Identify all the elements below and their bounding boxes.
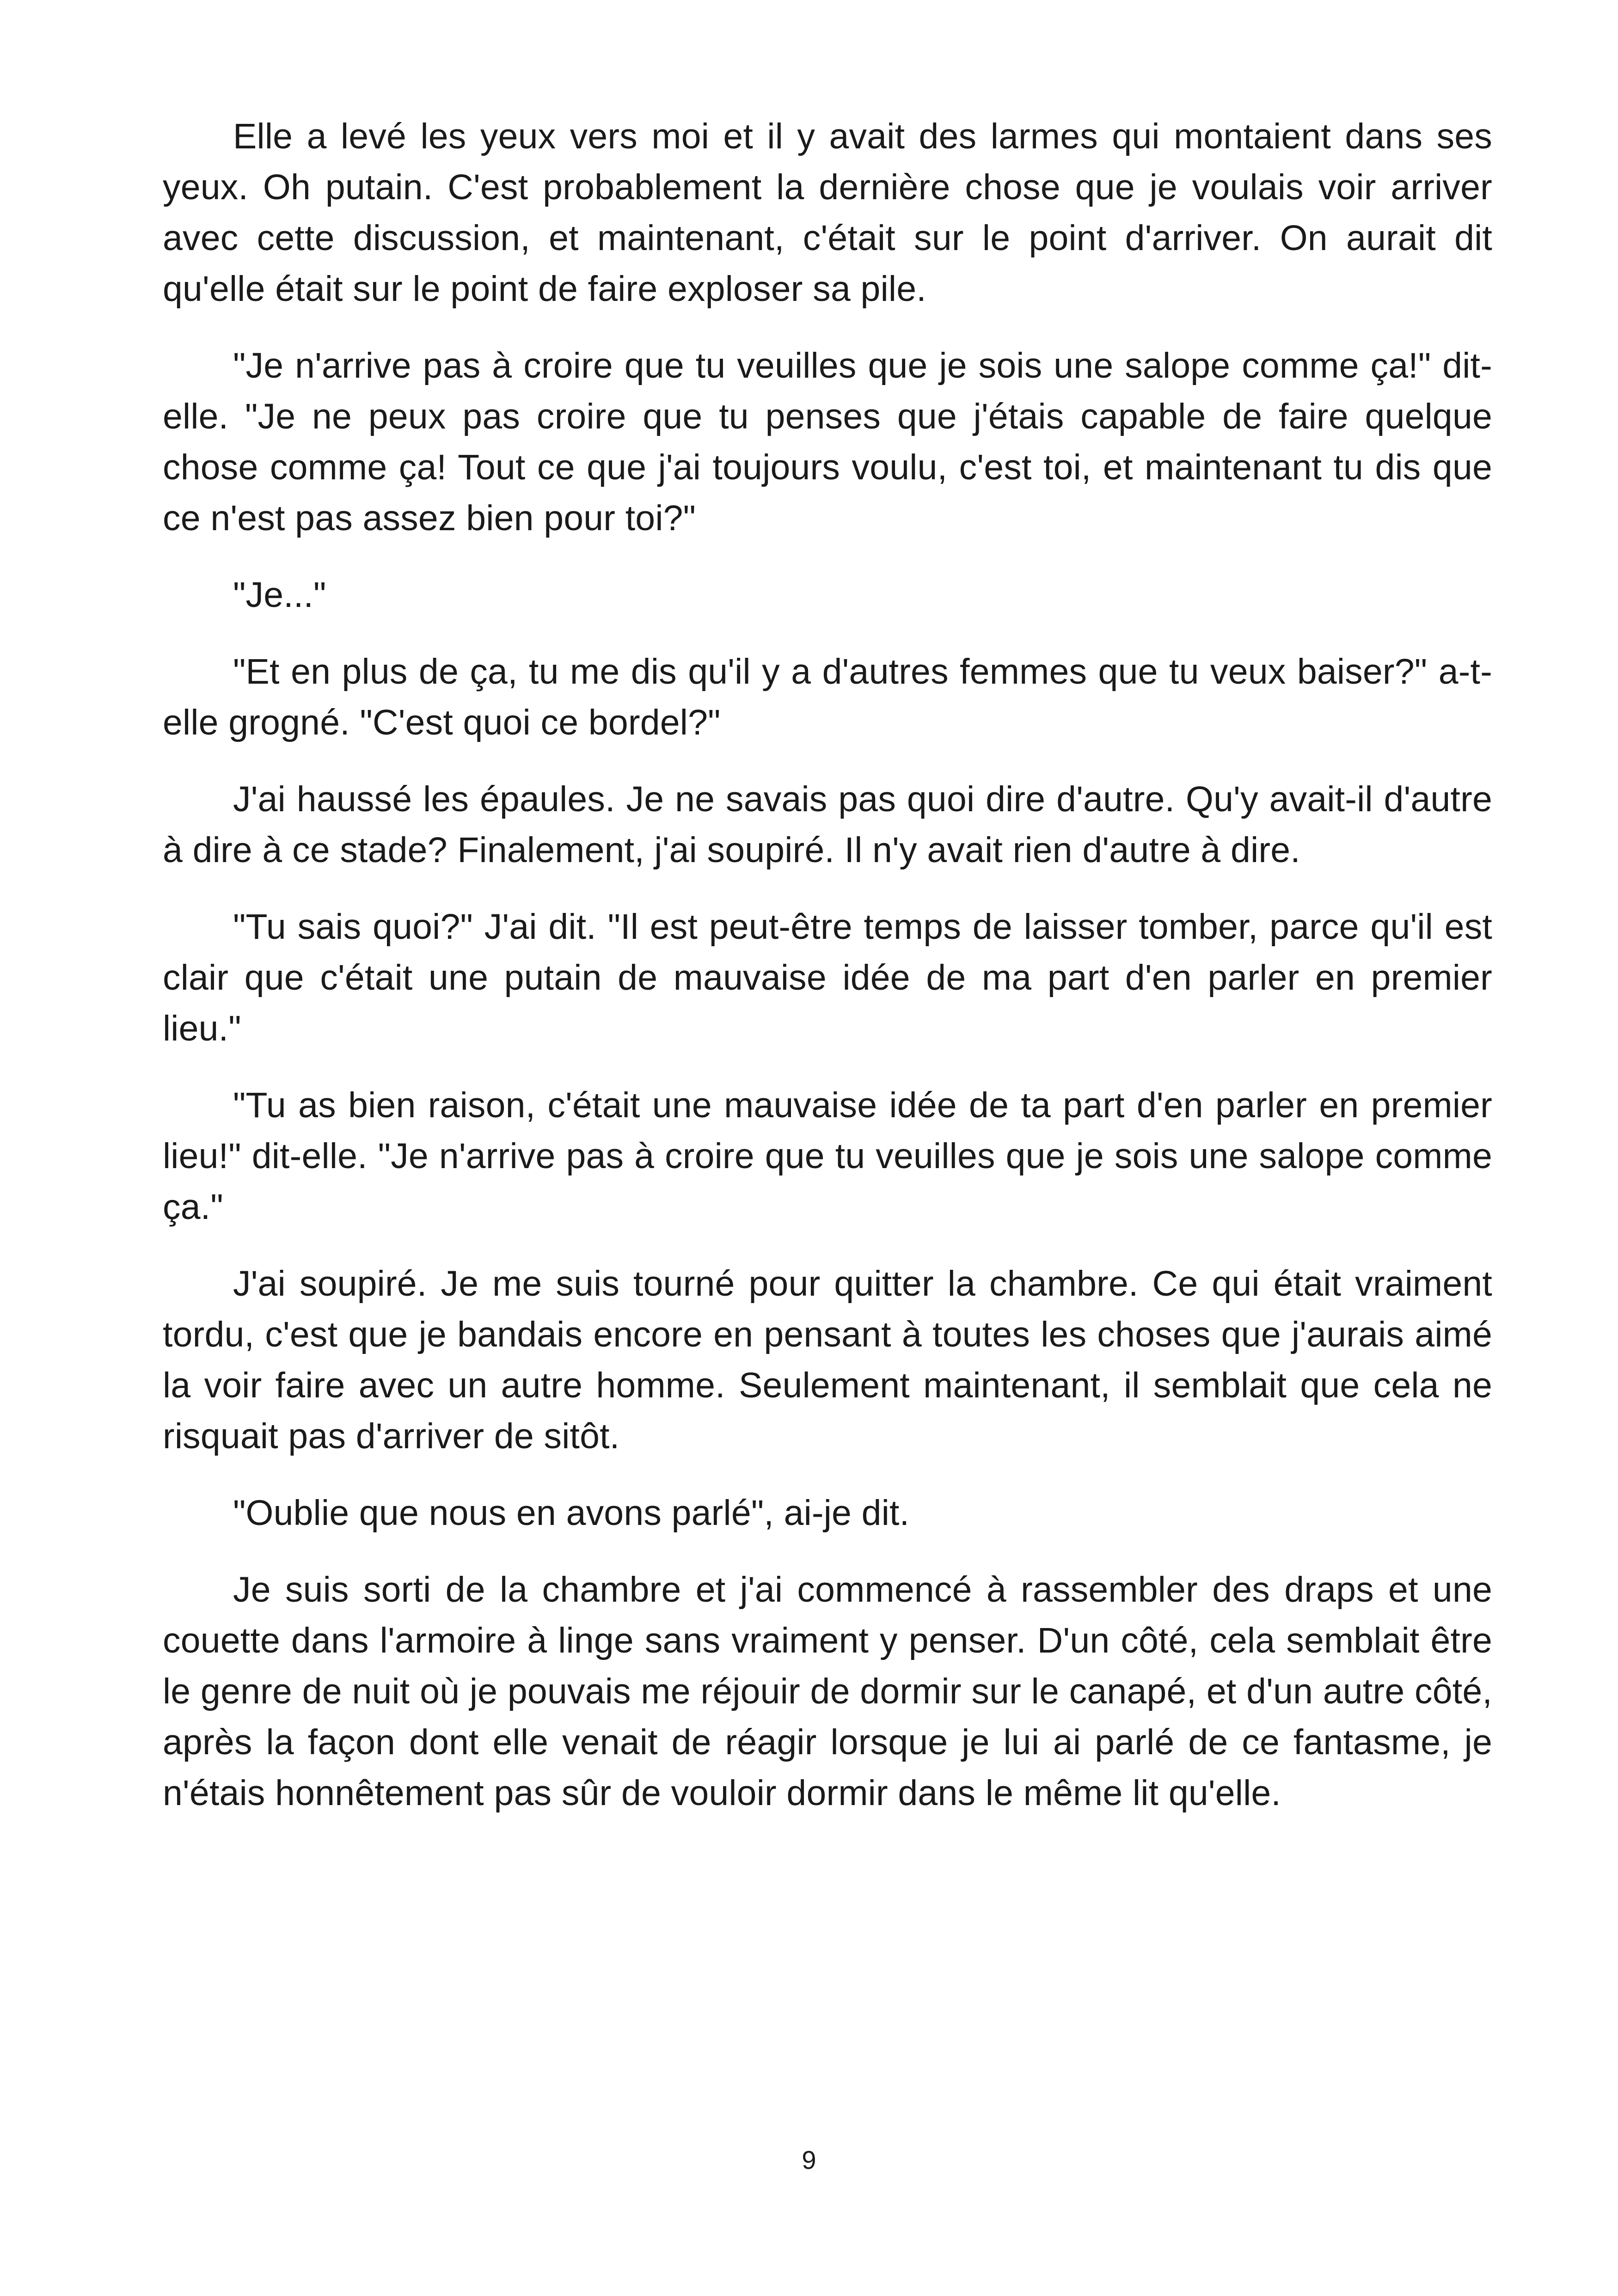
paragraph: Elle a levé les yeux vers moi et il y avait des larmes qui montaient dans ses yeux. Oh putain. C'est probablement la dernière chose que je voulais voir arriver avec cette discussion, et maintenant, c'était sur le point d'arriver. On aurait dit qu'elle était sur le point de faire exploser sa pile. [163,116,1492,309]
paragraph: "Oublie que nous en avons parlé", ai-je dit. [233,1493,910,1533]
paragraph: "Tu as bien raison, c'était une mauvaise idée de ta part d'en parler en premier lieu!" dit-elle. "Je n'arrive pas à croire que tu veuilles que je sois une salope comme ça." [163,1085,1492,1227]
paragraph: "Je n'arrive pas à croire que tu veuilles que je sois une salope comme ça!" dit-elle. "Je ne peux pas croire que tu penses que j'étais capable de faire quelque chose comme ça! Tout ce que j'ai toujours voulu, c'est toi, et maintenant tu dis que ce n'est pas assez bien pour toi?" [163,346,1492,538]
paragraph: "Tu sais quoi?" J'ai dit. "Il est peut-être temps de laisser tomber, parce qu'il est clair que c'était une putain de mauvaise idée de ma part d'en parler en premier lieu." [163,907,1492,1048]
paragraph: J'ai haussé les épaules. Je ne savais pas quoi dire d'autre. Qu'y avait-il d'autre à dire à ce stade? Finalement, j'ai soupiré. Il n'y avait rien d'autre à dire. [163,779,1492,870]
paragraph: "Je..." [233,575,326,615]
page-number: 9 [802,2145,816,2174]
paragraph: Je suis sorti de la chambre et j'ai commencé à rassembler des draps et une couette dans l'armoire à linge sans vraiment y penser. D'un côté, cela semblait être le genre de nuit où je pouvais me réjouir de dormir sur le canapé, et d'un autre côté, après la façon dont elle venait de réagir lorsque je lui ai parlé de ce fantasme, je n'étais honnêtement pas sûr de vouloir dormir dans le même lit qu'elle. [163,1570,1492,1813]
paragraph: "Et en plus de ça, tu me dis qu'il y a d'autres femmes que tu veux baiser?" a-t-elle grogné. "C'est quoi ce bordel?" [163,652,1492,742]
paragraph: J'ai soupiré. Je me suis tourné pour quitter la chambre. Ce qui était vraiment tordu, c'est que je bandais encore en pensant à toutes les choses que j'aurais aimé la voir faire avec un autre homme. Seulement maintenant, il semblait que cela ne risquait pas d'arriver de sitôt. [163,1264,1492,1456]
body-text [163,111,1492,1844]
